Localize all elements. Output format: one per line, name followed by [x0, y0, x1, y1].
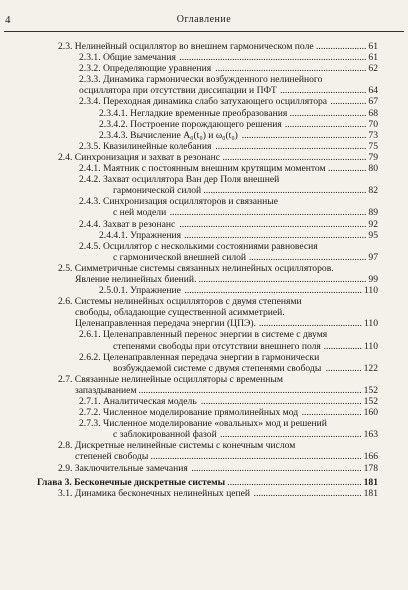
- dot-leader: .................................................: [248, 251, 367, 263]
- toc-entry: [0, 396, 408, 407]
- toc-entry-page: 110: [363, 285, 378, 297]
- toc-entry-page: 110: [363, 318, 378, 330]
- toc-entry: [0, 407, 408, 418]
- toc-entry: [0, 52, 408, 63]
- toc-entry: [0, 207, 408, 218]
- toc-entry: [0, 108, 408, 119]
- dot-leader: ......................................................................: [198, 273, 367, 285]
- toc-entry-title: 2.4.2. Захват осциллятора Ван дер Поля внешней: [79, 174, 280, 186]
- toc-entry: [0, 477, 408, 488]
- toc-entry-page: 178: [363, 462, 378, 474]
- toc-entry-title: 2.7.2. Численное моделирование прямолинейных мод: [79, 407, 299, 419]
- toc-entry-page: 79: [368, 151, 378, 163]
- dot-leader: ...........................................: [258, 318, 362, 330]
- dot-leader: .........................: [301, 407, 362, 419]
- toc-entry: [0, 85, 408, 96]
- toc-entry-title: Целенаправленная передача энергии (ЦПЭ).: [75, 318, 256, 330]
- toc-entry-page: 122: [363, 362, 378, 374]
- toc-entry: [0, 263, 408, 274]
- toc-entry-page: 160: [363, 407, 378, 419]
- toc-entry: [0, 352, 408, 363]
- toc-entry-title: 2.3.2. Определяющие уравнения: [79, 63, 212, 75]
- dot-leader: ............................................................................: [184, 229, 367, 241]
- dot-leader: .............................................................................................: [138, 384, 362, 396]
- toc-entry-title: 2.5.0.1. Упражнение: [99, 285, 181, 297]
- toc-entry: [0, 363, 408, 374]
- toc-entry-page: 166: [363, 451, 378, 463]
- toc-entry: [0, 74, 408, 85]
- dot-leader: ...................................................................: [200, 396, 362, 407]
- toc-entry: [0, 418, 408, 429]
- toc-entry: [0, 41, 408, 52]
- dot-leader: ....................................: [280, 85, 367, 97]
- toc-entry-title: 2.7. Связанные нелинейные осцилляторы с временным: [58, 373, 283, 385]
- toc-entry: [0, 119, 408, 130]
- toc-entry-title: 2.7.1. Аналитическая модель: [79, 396, 197, 407]
- toc-entry-title: с ней модели: [113, 207, 167, 219]
- toc-entry: [0, 440, 408, 451]
- toc-entry-title: запаздыванием: [75, 384, 137, 396]
- toc-entry: [0, 63, 408, 74]
- toc-entry: [0, 185, 408, 196]
- toc-entry-title: 2.5. Симметричные системы связанных нелинейных осцилляторов.: [58, 262, 334, 274]
- toc-entry: [0, 252, 408, 263]
- toc-entry-page: 92: [368, 218, 378, 230]
- dot-leader: ................: [323, 340, 362, 352]
- dot-leader: ..................................: [284, 118, 367, 130]
- table-of-contents: [0, 41, 408, 499]
- dot-leader: ....................................................................: [203, 185, 367, 197]
- toc-entry-title: 2.3.1. Общие замечания: [79, 52, 176, 64]
- dot-leader: ...........................................................: [220, 429, 362, 441]
- toc-entry: [0, 329, 408, 340]
- toc-entry-title: Явление нелинейных биений.: [75, 273, 197, 285]
- toc-entry-title: 2.3.3. Динамика гармонически возбужденного нелинейного: [79, 74, 323, 86]
- toc-entry: [0, 96, 408, 107]
- toc-entry-title: 2.3.4.1. Негладкие временные преобразования: [99, 107, 288, 119]
- running-header: Оглавление: [176, 14, 232, 25]
- toc-entry-title: возбуждаемой системе с двумя степенями свободы: [113, 362, 322, 374]
- toc-entry-page: 152: [363, 384, 378, 396]
- toc-entry: [0, 196, 408, 207]
- dot-leader: ..................................................................................: [169, 207, 367, 219]
- toc-entry: [0, 296, 408, 307]
- page-number: 4: [5, 14, 11, 26]
- dot-leader: ..............................................................................: [179, 52, 367, 64]
- dot-leader: ........................................................: [227, 476, 362, 488]
- toc-entry-title: с гармонической внешней силой: [113, 251, 247, 263]
- dot-leader: ............................................................: [222, 151, 367, 163]
- toc-entry-page: 82: [368, 185, 378, 197]
- toc-entry-title: 2.3.4. Переходная динамика слабо затухающего осциллятора: [79, 96, 328, 108]
- toc-entry-page: 181: [363, 476, 378, 488]
- dot-leader: ........................................................................................: [150, 451, 362, 463]
- toc-entry-page: 89: [368, 207, 378, 219]
- toc-entry-title: 2.6.1. Целенаправленный перенос энергии в системе с двумя: [79, 329, 328, 341]
- toc-entry-page: 62: [368, 63, 378, 75]
- toc-entry-title: 2.4.4.1. Упражнения: [99, 229, 182, 241]
- toc-entry: [0, 374, 408, 385]
- toc-entry-title: 2.4.5. Осциллятор с несколькими состояниями равновесия: [79, 240, 318, 252]
- dot-leader: .....................: [316, 41, 367, 52]
- toc-entry: [0, 451, 408, 462]
- toc-entry: [0, 141, 408, 152]
- toc-entry: [0, 163, 408, 174]
- toc-entry-page: 64: [368, 85, 378, 97]
- toc-entry-page: 163: [363, 429, 378, 441]
- toc-entry-page: 110: [363, 340, 378, 352]
- dot-leader: ...............: [330, 96, 367, 108]
- dot-leader: ..............................................................................: [179, 218, 367, 230]
- toc-entry: [0, 429, 408, 440]
- toc-entry-title: 2.9. Заключительные замечания: [58, 462, 188, 474]
- toc-entry-title: 2.3.5. Квазилинейные колебания: [79, 140, 212, 152]
- toc-entry-title: 2.7.3. Численное моделирование «овальных» мод и решений: [79, 418, 327, 430]
- dot-leader: ....................................................: [241, 129, 367, 141]
- toc-entry: [0, 219, 408, 230]
- toc-entry-title: Глава 3. Бесконечные дискретные системы: [37, 476, 226, 488]
- toc-entry: [0, 230, 408, 241]
- toc-entry-title: 2.4.3. Синхронизация осцилляторов и связанные: [79, 196, 279, 208]
- toc-entry: [0, 130, 408, 141]
- toc-entry-page: 99: [368, 273, 378, 285]
- toc-entry-title: 2.6. Системы нелинейных осцилляторов с двумя степенями: [58, 296, 302, 308]
- toc-entry-page: 73: [368, 129, 378, 141]
- dot-leader: ..........................................................................: [184, 285, 362, 297]
- toc-entry: [0, 307, 408, 318]
- toc-entry-title: степенями свободы при отсутствии внешнего поля: [113, 340, 321, 352]
- toc-entry-title: 2.6.2. Целенаправленная передача энергии в гармонически: [79, 351, 320, 363]
- toc-entry: [0, 152, 408, 163]
- toc-entry: [0, 274, 408, 285]
- toc-entry-title: 2.8. Дискретные нелинейные системы с конечным числом: [58, 440, 296, 452]
- toc-entry-title: гармонической силой: [113, 185, 202, 197]
- toc-entry-page: 75: [368, 140, 378, 152]
- toc-entry-page: 67: [368, 96, 378, 108]
- toc-entry-page: 97: [368, 251, 378, 263]
- toc-entry-page: 181: [363, 487, 378, 499]
- toc-entry-title: 2.4.1. Маятник с постоянным внешним крутящим моментом: [79, 163, 326, 175]
- dot-leader: ................................: [289, 107, 367, 119]
- toc-entry-page: 70: [368, 118, 378, 130]
- toc-entry-page: 61: [368, 41, 378, 52]
- toc-entry-title: 2.4. Синхронизация и захват в резонанс: [58, 151, 221, 163]
- toc-entry-title: осциллятора при отсутствии диссипации и ПФТ: [79, 85, 277, 97]
- toc-entry-title: степеней свободы: [75, 451, 149, 463]
- toc-entry-page: 95: [368, 229, 378, 241]
- toc-entry: [0, 341, 408, 352]
- dot-leader: ................: [328, 163, 367, 175]
- toc-entry: [0, 285, 408, 296]
- toc-entry-title: 2.4.4. Захват в резонанс: [79, 218, 176, 230]
- toc-entry-page: 61: [368, 52, 378, 64]
- toc-entry: [0, 488, 408, 499]
- dot-leader: .............................................: [253, 487, 362, 499]
- toc-entry-page: 68: [368, 107, 378, 119]
- dot-leader: ...............: [325, 362, 362, 374]
- toc-entry-title: 2.3. Нелинейный осциллятор во внешнем гармоническом поле: [58, 41, 314, 52]
- toc-entry-page: 152: [363, 396, 378, 407]
- toc-entry-title: свободы, обладающие существенной асимметрией.: [75, 307, 285, 319]
- header-rule: [4, 31, 404, 32]
- toc-entry: [0, 174, 408, 185]
- toc-entry-title: 2.3.4.3. Вычисление A₀(t₀) и ω₀(t₀): [99, 129, 238, 141]
- dot-leader: ...............................................................: [215, 140, 367, 152]
- toc-entry: [0, 463, 408, 474]
- dot-leader: .......................................................................: [191, 462, 362, 474]
- toc-entry-page: 80: [368, 163, 378, 175]
- toc-entry-title: 3.1. Динамика бесконечных нелинейных цепей: [58, 487, 251, 499]
- toc-entry: [0, 385, 408, 396]
- toc-entry-title: с заблокированной фазой: [113, 429, 217, 441]
- dot-leader: ...............................................................: [215, 63, 367, 75]
- toc-entry: [0, 318, 408, 329]
- toc-entry-title: 2.3.4.2. Построение порождающего решения: [99, 118, 282, 130]
- toc-entry: [0, 241, 408, 252]
